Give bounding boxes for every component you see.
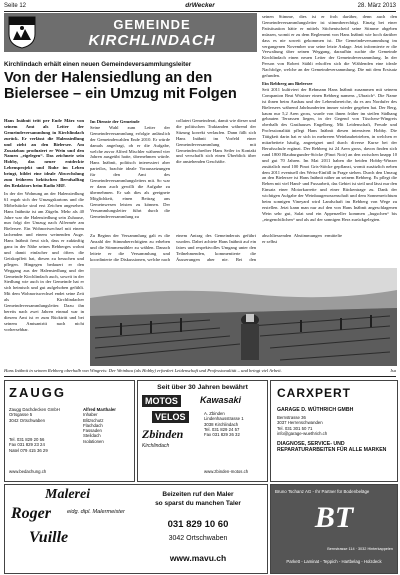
- article-column-2b: [90, 233, 342, 267]
- carxpert-logo: CARXPERT: [277, 386, 352, 400]
- malerei-name-first: Roger: [11, 505, 51, 522]
- velos-brand: VELOS: [152, 411, 189, 423]
- malerei-name-last: Vuille: [29, 529, 69, 546]
- article-body-4a: seinen Stimme, dies ist er froh darüber, denn auch den Gemeindeversammlungsleiter ist stimmberechtigt. Einzig bei einer Pattsituation hätte er mittels Stichentscheid seine Stimme abgeben müssen, womit er zu dem Reglement von Hans Inäbnit wie hoch darüber dass es nie soweit gekommen ist. Die Gemeindeversammlung im vergangenen November war seine letzte Anlage. Jetzt informierte er die Verwaltung über seinen Weggang, daraufhin suchte die Gemeinde Kirchlindach einen neuen Leiter der Gemeindeversammlung. In der Person von Robert Stähli erhoffen sich die Wählenden eine ideale Nachfolge, welche an der Gemeindeversammlung. Die mit dem Erstsatz gefunden.: [262, 14, 397, 79]
- motos-title: Seit über 30 Jahren bewährt: [157, 384, 248, 391]
- malerei-web: www.mavu.ch: [169, 553, 227, 563]
- ads-rule: [4, 376, 396, 377]
- malerei-tagline-1: Beizeiten ruf den Maler: [162, 491, 234, 498]
- carxpert-slogan: DIAGNOSE, SERVICE- UND REPARATURARBEITEN FÜR ALLE MARKEN: [277, 441, 387, 454]
- article-body-4b: Seit 2011 kultiviert der Rebmann Hans Inäbnit zusammen mit seinem Companion Beat Wüstner einen Rebberg namens „Ubraich“. Die Name ist ihnen beim Ausbau und der Lebensbereiche, da es am Nordufer des Bielersees während Jahrhunderten immer wieder gegeben hat. Der Berg, kaum nur 5,2 Aren gross, wurde von ihnen früher im steilen Südhang gebauten Terrassen liegen, in der Gegend von Tüscherz-Wingreis oberhalb des Gasthauses Engelberg. Mit Leidenschaft, Freude und Professionalität pflegt Hans Inäbnit diesen intensiven Hobby. Die Tätigkeit darin hat er sich in mehreren Weinbaubetrieben, in welchen er mitarbeitete häufig, angeeignet und durch diverse Kurse bei der Berufsschule ergänzt. Der Rebberg ist 24 Aren gross, davon finden sich rund 1800 Blauburgunder-Stöcke (Pinot Noir) an den zwischen knapp 10 und gut 70 Jahren. Im Mai 2011 haben die beiden Hobby-Winzer zusätzlich rund 100 Pinot Gris-Stöcke gepflanzt, womit zusätzlich neben dem 2011 eventuell des Weiss-Einfäll in Frage stehen. Durch den Umzug an den Bielersee ist Hans Inäbnit näher an seinem Rebberg. Es pflegt die Reben mit viel Hand- und Fussarbeit, das Gebiet ist steil und lässt nur den Einsatz einer Motorkarrette und einer Rückentrage zu. Dank der wichtigen Aufgabe der Weinbaugenossenschaft und dem Sonnenreichtum beim sonnigen Vineyard wird Landschaft im Rebberg von Wege zu erstellen. Jetzt kann man nur auf den von Hans Inäbnit angeschlagenen Wein sehr gut, Salat und ein Appenzeller kommen „hugschen“ bis „eingenchtlichen“ und als auf der sonnigen Herz zurückgelegten.: [262, 86, 397, 222]
- motos-place: Kirchlindach: [142, 443, 170, 449]
- coat-of-arms-icon: [8, 16, 36, 49]
- motos-brand: MOTOS: [142, 395, 181, 407]
- subheading-gemeinde: Im Dienste der Gemeinde: [90, 119, 140, 124]
- article-body-1: In der der Wohnung an der Halensiedlung 61 ergab sich der Umzugskartons und die Möbelstücke sind erst Zeichen angesehen. Hans Inäbnitz ist am Zügeln. Mehr als 40 Jahre war die Halensiedlung sein Zuhause, nun folgt der Umzug nach Alfermée am Bielersee. Ein Wohnortwechsel mit einem lachenden und einem weinenden Auge. Hans Inäbnit freut sich, dass er zukünftig ganz in der Nähe seines Rebberges wohnt und damit einfacher und öfters die Geiskopffett hat, diesen zu besuchen und pflegen. Hingegen bedauert er den Weggang aus der Halensiedlung und der Gemeinde Kirchlindach auch, soweit in der Siedlung wie auch in der Gemeinde hat er sich heimisch und gut aufgehoben gefühlt. Mit dem Wohnortswechsel endet seine Zeit als Kirchlindacher Gemeindeversammlungsleiter. Dazu ihn bereits nach zwei Jahren einmal war in diesem Amt ist er zum Rücktritt und bei seinem Amtsantritt nach nicht vorhersehbar.: [4, 190, 84, 332]
- bt-services: Parkett - Laminat - Teppich - Hartbelag - Holzdeck: [286, 559, 382, 564]
- ad-carxpert: [270, 380, 398, 482]
- photo-credit: Isa: [390, 368, 396, 373]
- malerei-qualification: eidg. dipl. Malermeister: [67, 509, 125, 515]
- banner-line2: KIRCHLINDACH: [88, 32, 216, 49]
- zbinden-logo: Zbinden: [142, 427, 184, 441]
- paper-name: drWecker: [185, 2, 215, 9]
- zaugg-contact: Tel. 031 829 20 56 Fax 031 829 23 24 Natel 079 415 36 29: [9, 437, 48, 453]
- malerei-title: Malerei: [45, 487, 91, 502]
- ad-zaugg: [4, 380, 135, 482]
- section-banner: [4, 13, 257, 52]
- article-column-1: [4, 118, 84, 378]
- carxpert-address: Bernstrasse 36 3037 Herrenschwanden Tel. 031 301 50 71 info@garage-wuethrich.ch: [277, 415, 328, 436]
- bt-address: Bernstrasse 114 · 3032 Hinterkappelen: [327, 547, 393, 551]
- subheading-rebberg: Ein Rebberg am Bielersee: [262, 80, 313, 86]
- bt-logo: BT: [314, 501, 354, 534]
- issue-date: 28. März 2013: [357, 3, 396, 9]
- malerei-phone: 031 829 10 60: [167, 519, 229, 530]
- zaugg-address: Zaugg Dachdecken GmbH Ortsgasse 5 3042 Ortschwaben: [9, 407, 60, 423]
- ad-zbinden-motos: [137, 380, 268, 482]
- article-column-3: [176, 118, 256, 232]
- article-body-3: collatert Gemeinderat, damit wie dieser und die politischen Traktanden während der Sitzung korrekt verlaufen. Dann fällt sich Hans Inäbnit im Vorfeld einer Gemeindeversammlung mit Gemeindeschreiber Hans Seiler in Kontakt und verschafft sich einen Überblick über die anstehenden Geschäfte.: [176, 118, 256, 165]
- article-column-4: [262, 14, 397, 260]
- zaugg-web: www.bedachung.ch: [9, 469, 47, 474]
- article-headline: Von der Halensiedlung an den Bielersee – ein Umzug mit Folgen: [4, 70, 237, 102]
- zaugg-services: Alfred Marthaler Inhaber Blitzschutz Flachdach Fassaden Steildach Isolationen: [83, 407, 116, 444]
- malerei-place: 3042 Ortschwaben: [168, 535, 228, 542]
- vineyard-image: [90, 268, 397, 366]
- zaugg-logo: ZAUGG: [9, 385, 66, 400]
- photo-caption-text: Hans Inäbnit in seinem Rebberg oberhalb von Wingreis: Der Weinbau (als Hobby) erfordert Leidenschaft und Professionalität – und bringt viel Arbeit.: [4, 368, 282, 373]
- ad-bruno-tschanz: [270, 484, 398, 574]
- bt-header: Bruno Tschanz AG - Ihr Partner für Bodenbeläge: [275, 489, 370, 494]
- malerei-tagline-2: so sparst du manchen Taler: [155, 500, 241, 507]
- article-body-2: Seine Wahl zum Leiter der Gemeindeversammlung erfolgte anlässlich der Gemeindewahlen Ende 2010. Er würde damals angefragt, ob er die Aufgabe, welche zuvor Alfred Mischler während vier Jahren ausgeübt hatte, übernehmen würde. Hans Inäbnit, politisch interessiert aber parteilos, brachte ideale Voraussetzungen für den Amt des Gemeindeversammlungsleiters mit. So war er dann auch gewillt die Aufgabe zu übernehmen. Er sah dies als geeignete Möglichkeit, einen Beitrag ans Gemeinwesen leisten zu können. Der Versammlungsleiter führt durch die Gemeindeversammlung zu: [90, 124, 170, 219]
- motos-web: www.zbinden-motos.ch: [204, 469, 249, 474]
- kawasaki-brand: Kawasaki: [200, 395, 242, 405]
- article-column-2: [90, 118, 170, 233]
- ads-section: [4, 378, 396, 573]
- vineyard-photo: [90, 268, 397, 366]
- ad-malerei-vuille: [4, 484, 268, 574]
- article-lead: Hans Inäbnit tritt per Ende März von seinem Amt als Leiter der Gemeindeversammlung in Kirchlindach zurück. Er verlässt die Halensiedlung und zieht an den Bielersee. Am Zusatzbau produziert er Wein und den Namen „eigelegen“. Das zeichnete sein Hobby, das neuer entdeckte Lebensprojekt und Ruhe im Leben bringt, bildet eine ideale Abwechslung zum früheren hektischen Berufsalltag des Redaktors beim Radio SRF.: [4, 118, 84, 188]
- carxpert-company: GARAGE D. WÜTHRICH GMBH: [277, 407, 354, 413]
- header-rule: [4, 11, 396, 12]
- photo-caption: [4, 368, 396, 373]
- article-kicker: Kirchlindach erhält einen neuen Gemeindeversammlungsleiter: [4, 61, 192, 68]
- banner-line1: GEMEINDE: [113, 17, 191, 32]
- page-number: Seite 12: [4, 3, 27, 9]
- motos-address: A. Zbinden Lindenhausstrasse 1 3038 Kirchlindach Tel. 031 829 24 57 Fax 031 829 26 32: [204, 411, 244, 438]
- article-body-2b: Zu Beginn der Versammlung galt es die Anzahl der Stimmberechtigten zu erheben und die Stimmenzähler zu wählen. Danach leitete er die Versammlung und koordinierte die Diskussionen, welche nach einem Antrag des Gemeinderats geführt wurden. Dabei achtete Hans Inäbnit auf ein faires und respektvolles Umgang unter den Teilnehmenden, kommentierte die Äusserungen aber nie. Bei den abschliessenden Abstimmungen ermittelte er selbst: [90, 233, 342, 262]
